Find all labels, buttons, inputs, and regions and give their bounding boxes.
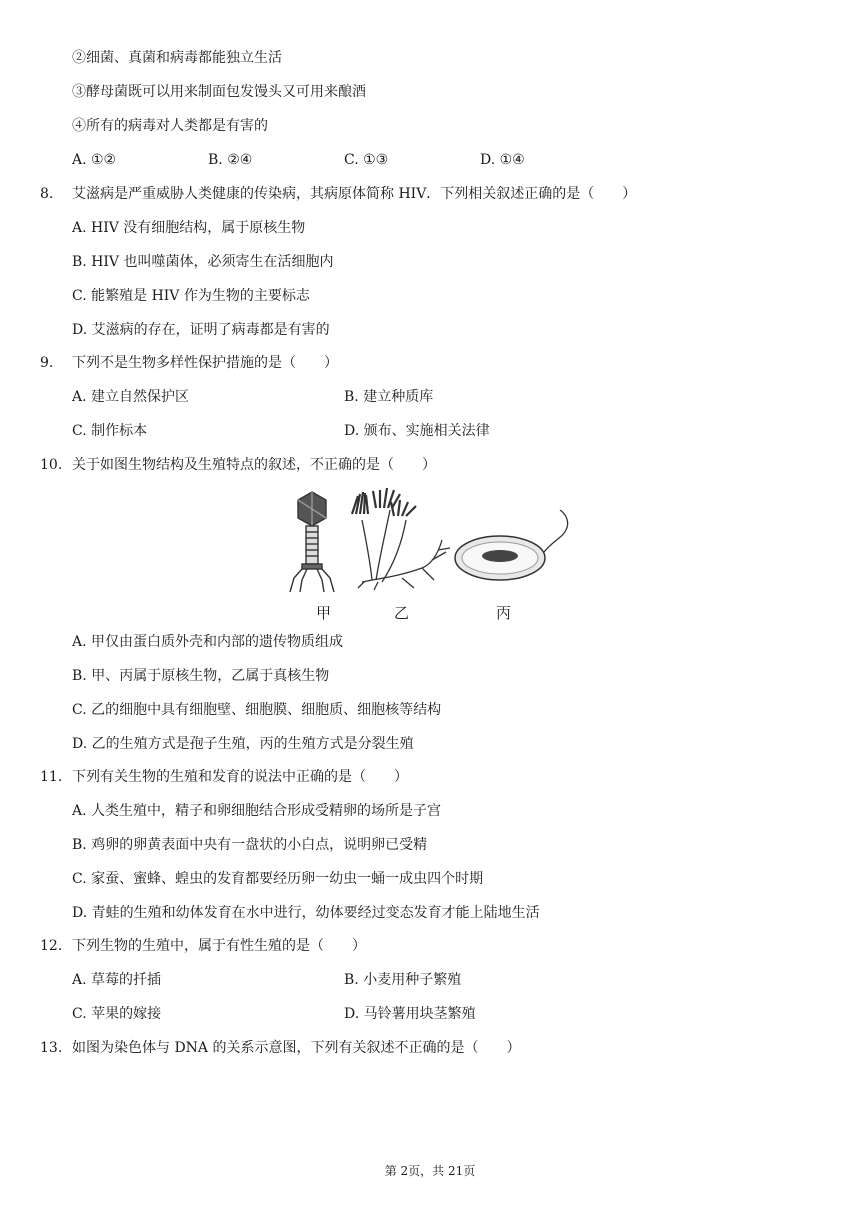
q7-statement-4: ④所有的病毒对人类都是有害的	[72, 118, 268, 134]
q8-option-d: D. 艾滋病的存在，证明了病毒都是有害的	[72, 322, 330, 338]
q7-option-d: D. ①④	[480, 152, 525, 168]
q10-option-a: A. 甲仅由蛋白质外壳和内部的遗传物质组成	[72, 634, 344, 650]
q8-option-a: A. HIV 没有细胞结构，属于原核生物	[72, 220, 306, 236]
q11-option-a: A. 人类生殖中，精子和卵细胞结合形成受精卵的场所是子宫	[72, 803, 442, 819]
q12-option-a: A. 草莓的扦插	[72, 972, 162, 988]
q12-number: 12.	[40, 938, 63, 954]
q9-stem: 下列不是生物多样性保护措施的是（ ）	[72, 355, 338, 371]
bacterium-drawing	[455, 510, 568, 580]
q10-stem: 关于如图生物结构及生殖特点的叙述，不正确的是（ ）	[72, 457, 436, 473]
q8-number: 8.	[40, 186, 54, 202]
q11-option-d: D. 青蛙的生殖和幼体发育在水中进行，幼体要经过变态发育才能上陆地生活	[72, 905, 540, 921]
q10-option-d: D. 乙的生殖方式是孢子生殖，丙的生殖方式是分裂生殖	[72, 736, 414, 752]
q12-stem: 下列生物的生殖中，属于有性生殖的是（ ）	[72, 938, 366, 954]
q11-stem: 下列有关生物的生殖和发育的说法中正确的是（ ）	[72, 769, 408, 785]
q10-option-b: B. 甲、丙属于原核生物，乙属于真核生物	[72, 668, 330, 684]
q9-number: 9.	[40, 355, 54, 371]
organism-figure	[282, 480, 582, 630]
q8-option-b: B. HIV 也叫噬菌体，必须寄生在活细胞内	[72, 254, 334, 270]
q13-stem: 如图为染色体与 DNA 的关系示意图，下列有关叙述不正确的是（ ）	[72, 1040, 521, 1056]
q7-option-b: B. ②④	[208, 152, 253, 168]
organism-illustration	[282, 480, 582, 600]
q10-number: 10.	[40, 457, 63, 473]
q7-statement-2: ②细菌、真菌和病毒都能独立生活	[72, 50, 282, 66]
q11-option-b: B. 鸡卵的卵黄表面中央有一盘状的小白点，说明卵已受精	[72, 837, 428, 853]
q8-stem: 艾滋病是严重威胁人类健康的传染病，其病原体简称 HIV．下列相关叙述正确的是（ ）	[72, 186, 637, 202]
q13-number: 13.	[40, 1040, 63, 1056]
q9-option-a: A. 建立自然保护区	[72, 389, 190, 405]
q7-option-a: A. ①②	[72, 152, 117, 168]
q8-option-c: C. 能繁殖是 HIV 作为生物的主要标志	[72, 288, 310, 304]
q7-statement-3: ③酵母菌既可以用来制面包发馒头又可用来酿酒	[72, 84, 366, 100]
q11-number: 11.	[40, 769, 63, 785]
figure-label-yi: 乙	[394, 604, 410, 622]
q12-option-b: B. 小麦用种子繁殖	[344, 972, 462, 988]
q9-option-c: C. 制作标本	[72, 423, 148, 439]
q10-option-c: C. 乙的细胞中具有细胞壁、细胞膜、细胞质、细胞核等结构	[72, 702, 442, 718]
figure-label-bing: 丙	[496, 604, 512, 622]
figure-label-jia: 甲	[316, 604, 332, 622]
q12-option-c: C. 苹果的嫁接	[72, 1006, 162, 1022]
q9-option-d: D. 颁布、实施相关法律	[344, 423, 490, 439]
q11-option-c: C. 家蚕、蜜蜂、蝗虫的发育都要经历卵一幼虫一蛹一成虫四个时期	[72, 871, 484, 887]
page-footer: 第 2页，共 21页	[384, 1164, 476, 1178]
mold-drawing	[352, 488, 450, 590]
q9-option-b: B. 建立种质库	[344, 389, 434, 405]
bacteriophage-drawing	[290, 492, 334, 592]
q12-option-d: D. 马铃薯用块茎繁殖	[344, 1006, 476, 1022]
q7-option-c: C. ①③	[344, 152, 389, 168]
